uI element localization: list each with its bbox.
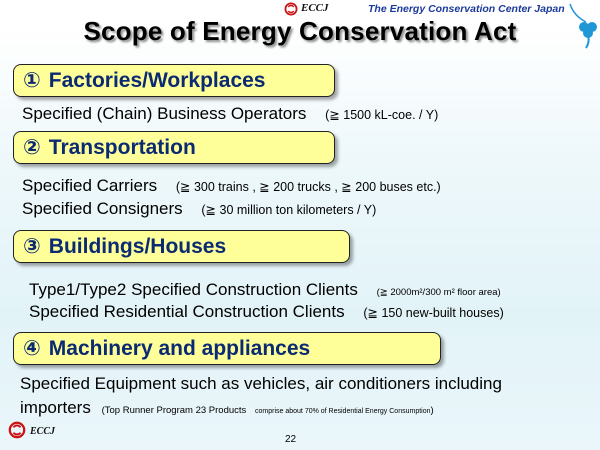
section-line xyxy=(22,176,441,196)
line-note: (≧ 150 new-built houses) xyxy=(363,306,504,320)
section-machinery-heading xyxy=(13,332,441,365)
line-note: (≧ 2000m²/300 m² floor area) xyxy=(376,287,501,298)
line-note: (≧ 300 trains , ≧ 200 trucks , ≧ 200 buses etc.) xyxy=(175,180,441,194)
line-subnote: comprise about 70% of Residential Energy Consumption xyxy=(255,408,431,415)
section-factories-heading xyxy=(13,64,335,97)
line-text: importers xyxy=(20,398,91,417)
section-title: Buildings/Houses xyxy=(48,234,227,258)
section-line xyxy=(22,199,376,219)
section-line xyxy=(22,104,438,124)
section-line xyxy=(29,280,501,300)
section-buildings-heading xyxy=(13,230,350,263)
eccj-footer-logo-icon xyxy=(8,421,26,439)
section-number: ② xyxy=(23,136,41,159)
section-number: ① xyxy=(23,69,41,92)
org-abbreviation: ECCJ xyxy=(301,2,329,14)
section-transportation-heading xyxy=(13,131,335,164)
footer-org-abbreviation: ECCJ xyxy=(30,426,56,437)
line-text: Type1/Type2 Specified Construction Clients xyxy=(29,280,358,299)
section-title: Machinery and appliances xyxy=(48,336,311,360)
line-text: Specified Equipment such as vehicles, air conditioners including xyxy=(20,374,502,393)
line-text: Specified Consigners xyxy=(22,199,183,218)
section-number: ③ xyxy=(23,235,41,258)
line-note: (≧ 1500 kL-coe. / Y) xyxy=(325,108,439,122)
page-title: Scope of Energy Conservation Act xyxy=(83,16,517,46)
line-text: Specified Carriers xyxy=(22,176,158,195)
org-name: The Energy Conservation Center Japan xyxy=(368,3,565,15)
section-line xyxy=(20,398,434,418)
section-line xyxy=(20,374,502,394)
line-note-close: ) xyxy=(430,405,434,416)
line-text: Specified (Chain) Business Operators xyxy=(22,104,307,123)
line-note: (≧ 30 million ton kilometers / Y) xyxy=(201,203,377,217)
page-number: 22 xyxy=(285,434,297,445)
section-number: ④ xyxy=(23,337,41,360)
eccj-logo-icon xyxy=(284,2,298,16)
section-title: Factories/Workplaces xyxy=(48,68,266,92)
line-text: Specified Residential Construction Clients xyxy=(29,302,345,321)
line-note: (Top Runner Program 23 Products xyxy=(101,405,247,416)
section-title: Transportation xyxy=(48,135,196,159)
section-line xyxy=(29,302,504,322)
